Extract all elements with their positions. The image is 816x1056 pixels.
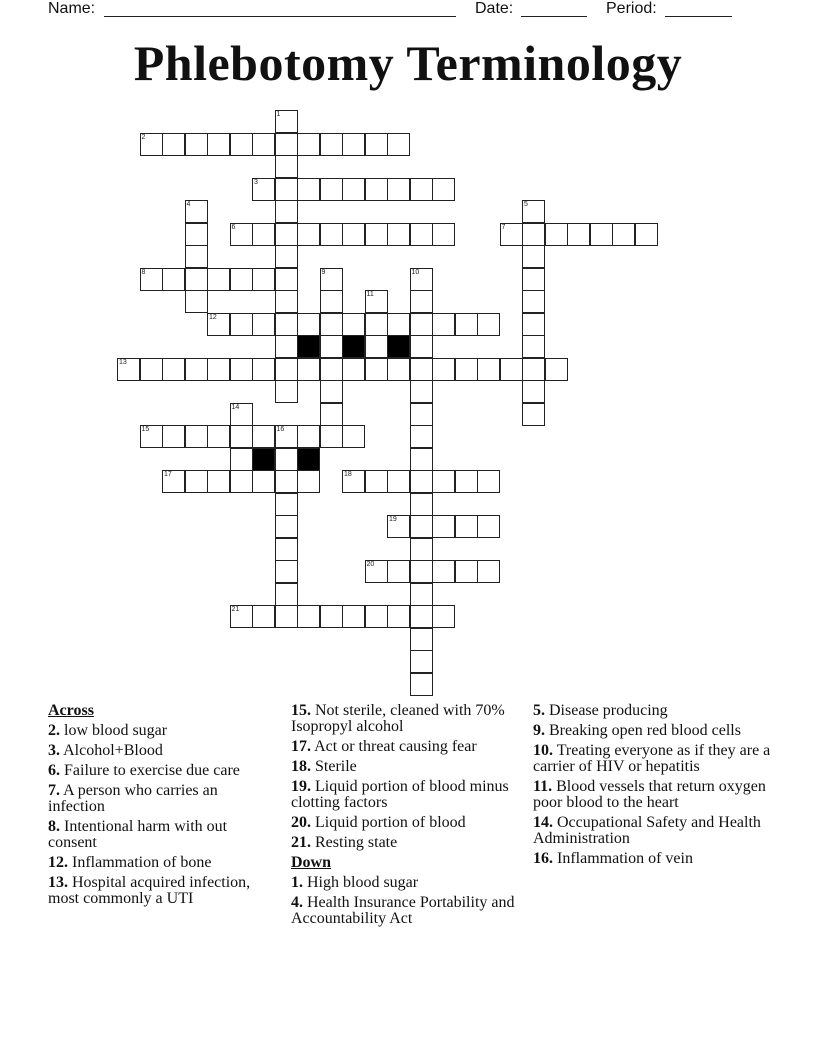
crossword-cell[interactable] [140, 268, 163, 291]
clue-number-label: 2 [141, 133, 146, 141]
crossword-cell[interactable] [275, 448, 298, 471]
crossword-cell[interactable] [522, 335, 545, 358]
crossword-cell[interactable] [252, 425, 275, 448]
name-label: Name: [48, 0, 96, 17]
crossword-cell[interactable] [545, 223, 568, 246]
crossword-cell[interactable] [522, 380, 545, 403]
clue-column-3 [533, 703, 773, 871]
crossword-cell[interactable] [207, 313, 230, 336]
crossword-cell[interactable] [612, 223, 635, 246]
crossword-cell[interactable] [410, 223, 433, 246]
down-clue [533, 723, 773, 739]
crossword-cell[interactable] [522, 403, 545, 426]
clue-number: 11. [533, 778, 553, 795]
crossword-cell[interactable] [365, 133, 388, 156]
crossword-cell[interactable] [117, 358, 140, 381]
clue-text: Act or threat causing fear [314, 738, 477, 755]
crossword-cell[interactable] [207, 358, 230, 381]
clue-text: Hospital acquired infection, most commonly a UTI [48, 874, 251, 907]
crossword-cell[interactable] [410, 673, 433, 696]
crossword-cell[interactable] [297, 133, 320, 156]
across-clue [48, 875, 276, 907]
crossword-cell[interactable] [275, 290, 298, 313]
crossword-cell[interactable] [140, 358, 163, 381]
crossword-cell[interactable] [275, 155, 298, 178]
across-clue [48, 743, 276, 759]
clue-number-label: 6 [231, 223, 236, 231]
crossword-cell[interactable] [455, 515, 478, 538]
crossword-cell[interactable] [185, 268, 208, 291]
across-clue [291, 703, 523, 735]
clue-number-label: 5 [524, 201, 528, 208]
crossword-cell[interactable] [320, 335, 343, 358]
clue-number: 16. [533, 850, 553, 867]
crossword-cell[interactable] [342, 133, 365, 156]
crossword-cell[interactable] [365, 290, 388, 313]
crossword-cell[interactable] [207, 425, 230, 448]
crossword-cell[interactable] [410, 313, 433, 336]
clue-number-label: 20 [366, 561, 375, 568]
crossword-cell[interactable] [410, 403, 433, 426]
crossword-cell[interactable] [230, 448, 253, 471]
clue-number-label: 8 [141, 268, 146, 276]
crossword-cell[interactable] [162, 358, 185, 381]
crossword-cell[interactable] [230, 425, 253, 448]
period-label: Period: [606, 0, 657, 17]
crossword-cell[interactable] [500, 358, 523, 381]
crossword-cell[interactable] [275, 200, 298, 223]
clue-number: 17. [291, 738, 311, 755]
clue-number: 14. [533, 814, 553, 831]
crossword-cell[interactable] [387, 178, 410, 201]
clue-number-label: 17 [164, 471, 172, 478]
down-heading: Down [291, 854, 332, 871]
crossword-cell[interactable] [320, 133, 343, 156]
crossword-cell[interactable] [365, 358, 388, 381]
crossword-cell[interactable] [320, 178, 343, 201]
clue-number: 10. [533, 742, 553, 759]
crossword-cell[interactable] [410, 470, 433, 493]
crossword-cell[interactable] [252, 133, 275, 156]
crossword-cell[interactable] [320, 313, 343, 336]
crossword-cell[interactable] [410, 335, 433, 358]
crossword-cell[interactable] [410, 515, 433, 538]
down-clue [533, 743, 773, 775]
clue-number-label: 12 [209, 313, 217, 321]
crossword-cell[interactable] [477, 515, 500, 538]
clue-number-label: 14 [231, 403, 240, 411]
crossword-cell[interactable] [387, 560, 410, 583]
clue-text: Alcohol+Blood [63, 742, 163, 759]
crossword-cell[interactable] [567, 223, 590, 246]
crossword-cell[interactable] [477, 470, 500, 493]
crossword-cell[interactable] [455, 313, 478, 336]
crossword-cell[interactable] [342, 358, 365, 381]
across-clue [291, 759, 523, 775]
clue-text: High blood sugar [307, 874, 419, 891]
crossword-cell[interactable] [455, 470, 478, 493]
crossword-cell[interactable] [252, 605, 275, 628]
across-clue [48, 723, 276, 739]
across-clue [291, 779, 523, 811]
crossword-cell[interactable] [320, 268, 343, 291]
crossword-cell[interactable] [297, 605, 320, 628]
page-title: Phlebotomy Terminology [133, 35, 683, 91]
crossword-cell[interactable] [432, 313, 455, 336]
crossword-cell[interactable] [252, 470, 275, 493]
crossword-cell[interactable] [432, 470, 455, 493]
crossword-cell[interactable] [387, 605, 410, 628]
across-clue [48, 783, 276, 815]
crossword-cell[interactable] [230, 223, 253, 246]
clue-number-label: 16 [276, 426, 285, 433]
black-square [297, 448, 320, 471]
crossword-cell[interactable] [207, 268, 230, 291]
crossword-cell[interactable] [185, 290, 208, 313]
clue-number-label: 7 [501, 223, 506, 231]
crossword-cell[interactable] [320, 403, 343, 426]
crossword-cell[interactable] [410, 650, 433, 673]
crossword-cell[interactable] [230, 268, 253, 291]
crossword-cell[interactable] [185, 425, 208, 448]
crossword-cell[interactable] [140, 133, 163, 156]
clue-number-label: 10 [411, 268, 420, 276]
crossword-cell[interactable] [432, 178, 455, 201]
clue-text: low blood sugar [64, 722, 168, 739]
crossword-cell[interactable] [410, 268, 433, 291]
clue-column-1 [48, 703, 276, 911]
across-heading: Across [48, 702, 94, 719]
clue-text: Liquid portion of blood minus clotting factors [291, 778, 509, 811]
clue-text: Not sterile, cleaned with 70% Isopropyl alcohol [291, 702, 505, 735]
clue-number: 13. [48, 874, 68, 891]
clue-text: Intentional harm with out consent [48, 818, 228, 851]
clue-number: 21. [291, 834, 311, 851]
crossword-cell[interactable] [275, 538, 298, 561]
crossword-cell[interactable] [410, 628, 433, 651]
crossword-cell[interactable] [387, 358, 410, 381]
crossword-cell[interactable] [320, 425, 343, 448]
clue-text: Breaking open red blood cells [549, 722, 741, 739]
crossword-cell[interactable] [522, 200, 545, 223]
crossword-cell[interactable] [275, 335, 298, 358]
crossword-cell[interactable] [320, 290, 343, 313]
down-clue [533, 779, 773, 811]
clue-number: 9. [533, 722, 545, 739]
crossword-cell[interactable] [477, 313, 500, 336]
crossword-cell[interactable] [365, 335, 388, 358]
crossword-cell[interactable] [365, 178, 388, 201]
crossword-cell[interactable] [455, 358, 478, 381]
clue-number: 1. [291, 874, 303, 891]
crossword-cell[interactable] [297, 358, 320, 381]
crossword-cell[interactable] [455, 560, 478, 583]
crossword-cell[interactable] [342, 223, 365, 246]
crossword-cell[interactable] [365, 313, 388, 336]
crossword-cell[interactable] [432, 223, 455, 246]
across-clue [48, 819, 276, 851]
across-clue [291, 739, 523, 755]
crossword-cell[interactable] [410, 380, 433, 403]
clue-text: Treating everyone as if they are a carrier of HIV or hepatitis [533, 742, 771, 775]
crossword-cell[interactable] [320, 223, 343, 246]
crossword-cell[interactable] [522, 268, 545, 291]
clue-number: 2. [48, 722, 60, 739]
crossword-cell[interactable] [410, 583, 433, 606]
clue-text: A person who carries an infection [48, 782, 218, 815]
crossword-cell[interactable] [635, 223, 658, 246]
crossword-cell[interactable] [297, 178, 320, 201]
crossword-cell[interactable] [230, 133, 253, 156]
crossword-cell[interactable] [230, 470, 253, 493]
across-clue [48, 763, 276, 779]
crossword-cell[interactable] [185, 223, 208, 246]
clue-number: 5. [533, 702, 545, 719]
crossword-cell[interactable] [252, 313, 275, 336]
clue-number: 8. [48, 818, 60, 835]
crossword-cell[interactable] [522, 313, 545, 336]
clue-number-label: 13 [119, 358, 127, 366]
crossword-cell[interactable] [320, 380, 343, 403]
crossword-cell[interactable] [410, 448, 433, 471]
crossword-cell[interactable] [365, 470, 388, 493]
crossword-cell[interactable] [275, 380, 298, 403]
crossword-cell[interactable] [297, 313, 320, 336]
down-clue [291, 875, 523, 891]
crossword-cell[interactable] [275, 425, 298, 448]
black-square [252, 448, 275, 471]
crossword-cell[interactable] [185, 470, 208, 493]
crossword-cell[interactable] [387, 313, 410, 336]
crossword-cell[interactable] [545, 358, 568, 381]
crossword-cell[interactable] [410, 358, 433, 381]
crossword-cell[interactable] [140, 425, 163, 448]
crossword-cell[interactable] [275, 515, 298, 538]
clue-number: 15. [291, 702, 311, 719]
crossword-cell[interactable] [275, 133, 298, 156]
crossword-cell[interactable] [162, 133, 185, 156]
crossword-cell[interactable] [522, 290, 545, 313]
across-clue [291, 815, 523, 831]
clue-text: Failure to exercise due care [64, 762, 240, 779]
clue-text: Occupational Safety and Health Administration [533, 814, 761, 847]
crossword-cell[interactable] [252, 178, 275, 201]
clue-number-label: 4 [186, 201, 191, 208]
crossword-cell[interactable] [230, 358, 253, 381]
crossword-cell[interactable] [410, 538, 433, 561]
black-square [342, 335, 365, 358]
clue-text: Health Insurance Portability and Accountability Act [291, 894, 515, 927]
clue-text: Inflammation of bone [72, 854, 212, 871]
crossword-cell[interactable] [410, 605, 433, 628]
crossword-cell[interactable] [207, 133, 230, 156]
clue-text: Inflammation of vein [557, 850, 693, 867]
clue-number: 19. [291, 778, 311, 795]
clue-number: 12. [48, 854, 68, 871]
crossword-cell[interactable] [185, 200, 208, 223]
crossword-cell[interactable] [342, 425, 365, 448]
crossword-cell[interactable] [342, 178, 365, 201]
crossword-cell[interactable] [162, 425, 185, 448]
clue-number-label: 19 [389, 516, 397, 523]
crossword-cell[interactable] [522, 223, 545, 246]
crossword-cell[interactable] [522, 358, 545, 381]
crossword-cell[interactable] [185, 358, 208, 381]
crossword-cell[interactable] [252, 358, 275, 381]
crossword-cell[interactable] [252, 223, 275, 246]
crossword-cell[interactable] [162, 470, 185, 493]
crossword-cell[interactable] [230, 313, 253, 336]
clue-number: 3. [48, 742, 60, 759]
crossword-cell[interactable] [387, 133, 410, 156]
crossword-cell[interactable] [230, 403, 253, 426]
crossword-cell[interactable] [275, 245, 298, 268]
crossword-cell[interactable] [410, 560, 433, 583]
across-clue [48, 855, 276, 871]
crossword-cell[interactable] [162, 268, 185, 291]
crossword-cell[interactable] [500, 223, 523, 246]
clue-number: 4. [291, 894, 303, 911]
clue-number-label: 15 [141, 426, 150, 433]
crossword-cell[interactable] [275, 110, 298, 133]
crossword-cell[interactable] [275, 560, 298, 583]
crossword-cell[interactable] [275, 268, 298, 291]
crossword-cell[interactable] [410, 493, 433, 516]
crossword-cell[interactable] [410, 290, 433, 313]
crossword-cell[interactable] [365, 560, 388, 583]
clue-number-label: 9 [321, 268, 326, 276]
crossword-cell[interactable] [320, 605, 343, 628]
down-clue [533, 703, 773, 719]
crossword-cell[interactable] [275, 493, 298, 516]
clue-text: Sterile [315, 758, 357, 775]
crossword-cell[interactable] [275, 358, 298, 381]
clue-number: 20. [291, 814, 311, 831]
crossword-cell[interactable] [230, 605, 253, 628]
clue-text: Liquid portion of blood [315, 814, 466, 831]
clue-number-label: 11 [366, 291, 374, 298]
crossword-cell[interactable] [275, 178, 298, 201]
crossword-cell[interactable] [275, 313, 298, 336]
crossword-cell[interactable] [387, 470, 410, 493]
crossword-cell[interactable] [275, 470, 298, 493]
crossword-cell[interactable] [185, 245, 208, 268]
clue-list [0, 700, 816, 1040]
crossword-cell[interactable] [590, 223, 613, 246]
crossword-cell[interactable] [342, 605, 365, 628]
crossword-cell[interactable] [477, 358, 500, 381]
crossword-cell[interactable] [410, 178, 433, 201]
clue-number-label: 1 [276, 111, 281, 118]
clue-number: 18. [291, 758, 311, 775]
across-clue [291, 835, 523, 851]
crossword-cell[interactable] [207, 470, 230, 493]
down-clue [533, 815, 773, 847]
crossword-cell[interactable] [297, 470, 320, 493]
crossword-cell[interactable] [365, 223, 388, 246]
crossword-cell[interactable] [342, 313, 365, 336]
down-clue [533, 851, 773, 867]
crossword-cell[interactable] [365, 605, 388, 628]
clue-column-2 [291, 703, 523, 931]
crossword-cell[interactable] [275, 223, 298, 246]
crossword-cell[interactable] [297, 425, 320, 448]
crossword-cell[interactable] [185, 133, 208, 156]
clue-number-label: 3 [254, 178, 258, 186]
crossword-cell[interactable] [275, 583, 298, 606]
clue-text: Resting state [315, 834, 398, 851]
down-clue [291, 895, 523, 927]
clue-number: 6. [48, 762, 60, 779]
clue-text: Disease producing [549, 702, 668, 719]
crossword-cell[interactable] [432, 358, 455, 381]
clue-number-label: 18 [344, 471, 352, 478]
clue-number: 7. [48, 782, 60, 799]
date-label: Date: [475, 0, 514, 17]
crossword-cell[interactable] [387, 515, 410, 538]
crossword-cell[interactable] [297, 223, 320, 246]
crossword-cell[interactable] [320, 358, 343, 381]
black-square [387, 335, 410, 358]
crossword-cell[interactable] [252, 268, 275, 291]
crossword-cell[interactable] [432, 560, 455, 583]
crossword-cell[interactable] [477, 560, 500, 583]
crossword-cell[interactable] [342, 470, 365, 493]
crossword-cell[interactable] [432, 515, 455, 538]
crossword-cell[interactable] [410, 425, 433, 448]
clue-number-label: 21 [231, 606, 240, 613]
crossword-cell[interactable] [275, 605, 298, 628]
black-square [297, 335, 320, 358]
crossword-cell[interactable] [387, 223, 410, 246]
crossword-cell[interactable] [432, 605, 455, 628]
clue-text: Blood vessels that return oxygen poor blood to the heart [533, 778, 766, 811]
crossword-cell[interactable] [522, 245, 545, 268]
